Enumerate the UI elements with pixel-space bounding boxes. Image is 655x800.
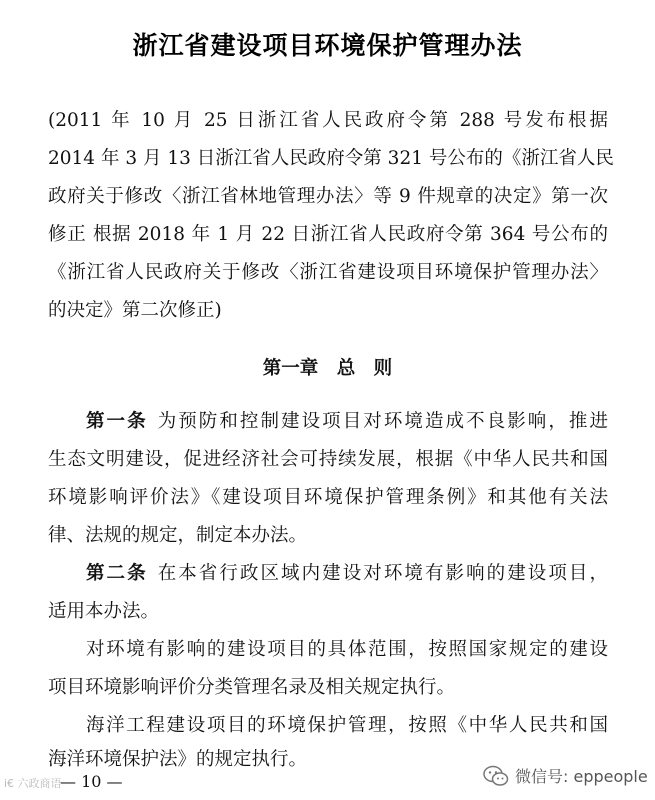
article-2-line-2: 适用本办法。 [48,601,160,622]
wechat-watermark [483,764,648,787]
article-2-line-1 [86,562,608,586]
article-1-line-4: 律、法规的规定，制定本办法。 [48,525,308,546]
watermark-left: i€ 六政商语 [4,777,62,790]
article-1-line-3: 环境影响评价法》《建设项目环境保护管理条例》和其他有关法 [48,487,608,508]
page-number: — 10 — [60,772,123,791]
article-1-line-2: 生态文明建设，促进经济社会可持续发展，根据《中华人民共和国 [48,449,608,470]
article-1-line-1 [86,410,608,434]
article-1-label: 第一条 [86,411,148,432]
wechat-id-text: 微信号: eppeople [515,767,648,786]
article-2-para3-line-1: 海洋工程建设项目的环境保护管理，按照《中华人民共和国 [86,715,608,736]
wechat-icon [483,765,509,787]
article-1-text: 为预防和控制建设项目对环境造成不良影响，推进 [157,411,608,432]
article-2-text: 在本省行政区域内建设对环境有影响的建设项目， [157,563,608,584]
preamble-line-5: 《浙江省人民政府关于修改〈浙江省建设项目环境保护管理办法〉 [48,262,608,283]
preamble-line-1: (2011 年 10 月 25 日浙江省人民政府令第 288 号发布根据 [48,110,608,131]
article-2-para3-line-2: 海洋环境保护法》的规定执行。 [48,749,308,770]
article-2-para2-line-1: 对环境有影响的建设项目的具体范围，按照国家规定的建设 [86,639,608,660]
preamble-line-4: 修正 根据 2018 年 1 月 22 日浙江省人民政府令第 364 号公布的 [48,224,608,245]
preamble-line-6: 的决定》第二次修正) [48,300,222,321]
document-title: 浙江省建设项目环境保护管理办法 [132,31,523,60]
article-2-label: 第二条 [86,563,148,584]
preamble-line-2: 2014 年 3 月 13 日浙江省人民政府令第 321 号公布的《浙江省人民 [48,148,614,169]
preamble-line-3: 政府关于修改〈浙江省林地管理办法〉等 9 件规章的决定》第一次 [48,186,608,207]
chapter-heading: 第一章 总 则 [262,358,393,379]
article-2-para2-line-2: 项目环境影响评价分类管理名录及相关规定执行。 [48,677,456,698]
